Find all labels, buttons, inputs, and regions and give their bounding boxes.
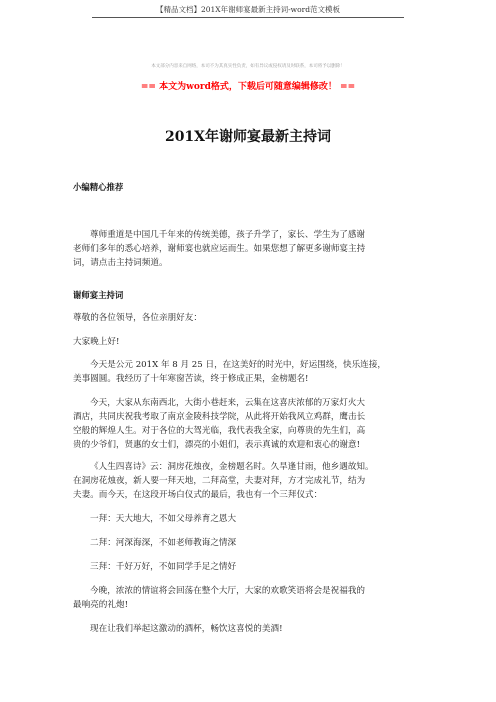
intro-paragraph (73, 228, 433, 270)
greeting-evening: 大家晚上好! (73, 337, 120, 347)
bow-second: 二拜：河深海深，不如老师教诲之情深 (90, 538, 237, 548)
paragraph-tonight (73, 584, 433, 612)
bow-first: 一拜：天大地大，不如父母养育之恩大 (90, 514, 237, 524)
paragraph-line: 酒店，共同庆祝我考取了南京金陵科技学院，从此将开始我风立鸡群，鹰击长 (73, 412, 366, 422)
paragraph-line: 《人生四喜诗》云：洞房花烛夜，金榜题名时。久旱逢甘雨，他乡遇故知。 (90, 462, 374, 472)
recommend-heading: 小编精心推荐 (73, 182, 124, 192)
intro-line: 尊师重道是中国几千年来的传统美德，孩子升学了，家长、学生为了感谢 (90, 230, 366, 240)
paragraph-line: 夫妻。而今天，在这段开场白仪式的最后，我也有一个三拜仪式： (73, 490, 323, 500)
paragraph-toast: 现在让我们举起这激动的酒杯，畅饮这喜悦的美酒! (90, 624, 283, 634)
paragraph-line: 今晚，浓浓的情谊将会回荡在整个大厅，大家的欢歌笑语将会是祝福我的 (90, 586, 366, 596)
disclaimer-text: 本文部分内容来自网络，本司不为其真实性负责，如有异议或侵权请及时联系，本司将予以删除！ (151, 64, 345, 69)
paragraph-guests (73, 396, 433, 452)
header-title: 【精品文档】201X年谢师宴最新主持词-word范文模板 (155, 5, 340, 14)
paragraph-line: 在洞房花烛夜，新人要一拜天地，二拜高堂，夫妻对拜，方才完成礼节，结为 (73, 476, 366, 486)
paragraph-poem (73, 460, 433, 502)
paragraph-line: 今天是公元 201X 年 8 月 25 日，在这美好的时光中，好运围绕，快乐连接， (90, 360, 386, 370)
paragraph-line: 空般的辉煌人生。对于各位的大驾光临，我代表我全家，向尊贵的先生们，高 (73, 426, 366, 436)
intro-line: 词，请点击主持词频道。 (73, 258, 168, 268)
header-divider (92, 17, 404, 18)
edit-notice: == 本文为word格式，下载后可随意编辑修改！ == (140, 82, 356, 92)
paragraph-line: 今天，大家从东南西北，大街小巷赶来，云集在这喜庆浓郁的万家灯火大 (90, 398, 366, 408)
greeting-leaders: 尊敬的各位领导，各位亲朋好友： (73, 313, 202, 323)
paragraph-line: 贵的少爷们，贤惠的女士们，漂亮的小姐们，表示真诚的欢迎和衷心的谢意! (73, 440, 361, 450)
paragraph-date (73, 358, 433, 386)
bow-third: 三拜：千好万好，不如同学手足之情好 (90, 562, 237, 572)
intro-line: 老师们多年的悉心培养，谢师宴也就应运而生。如果您想了解更多谢师宴主持 (73, 244, 366, 254)
paragraph-line: 美事圆圆。我经历了十年寒窗苦读，终于修成正果，金榜题名! (73, 374, 309, 384)
host-speech-heading: 谢师宴主持词 (73, 290, 124, 300)
document-title: 201X年谢师宴最新主持词 (164, 129, 332, 145)
paragraph-line: 最响亮的礼炮! (73, 600, 129, 610)
